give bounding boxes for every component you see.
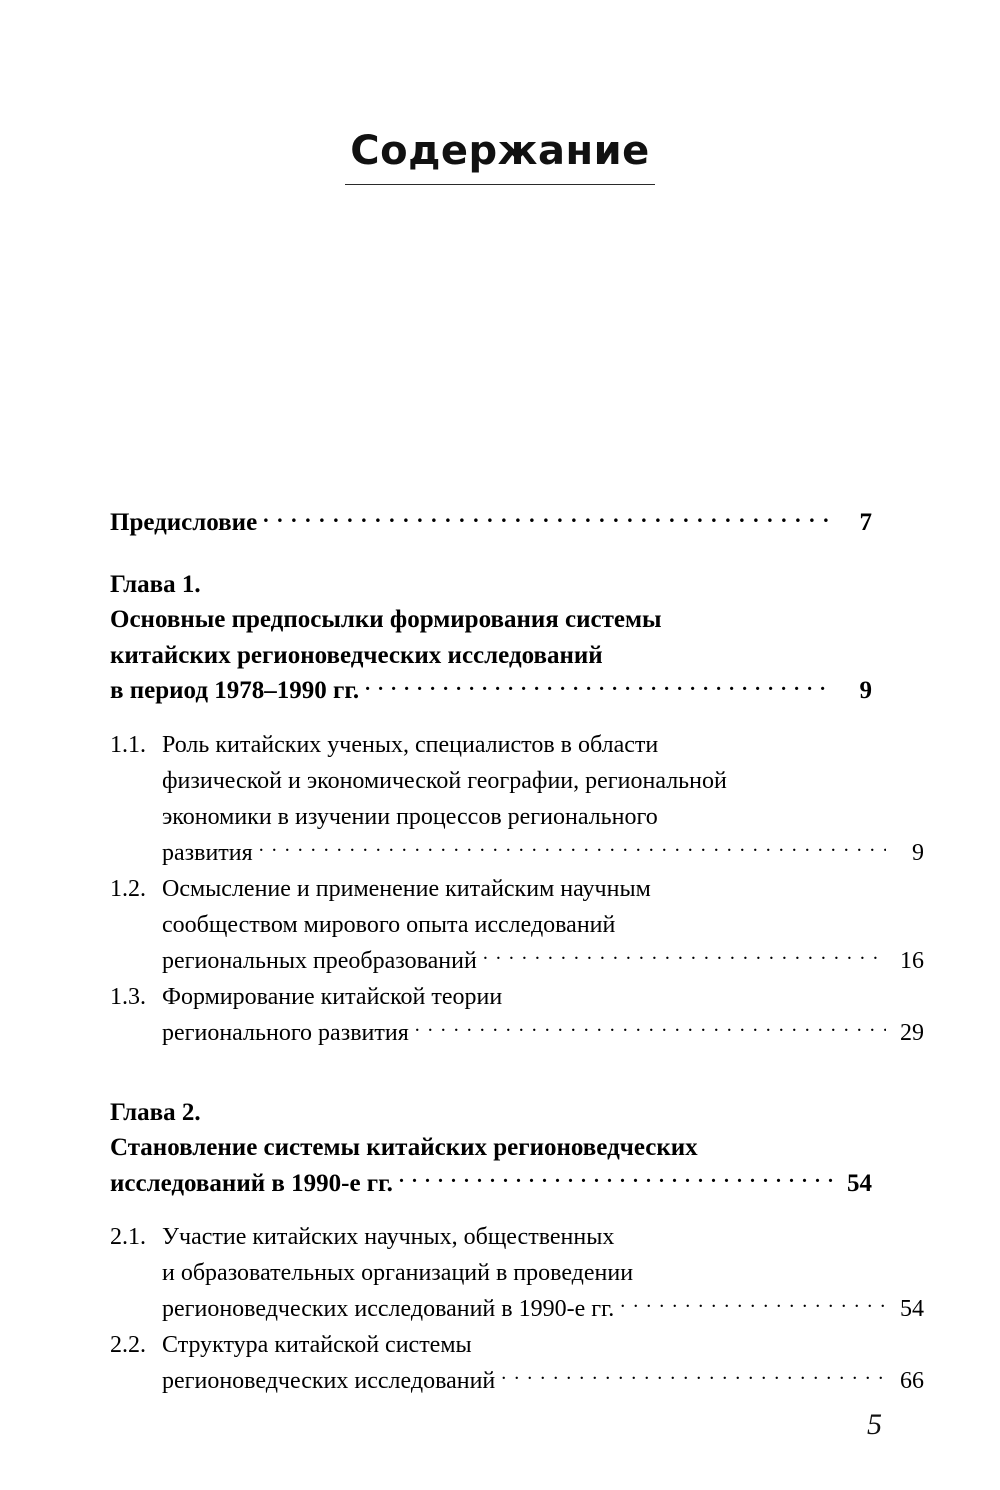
toc-section-1-1[interactable] — [110, 727, 924, 871]
title-divider — [345, 184, 655, 185]
toc-section-2-1[interactable] — [110, 1219, 924, 1327]
chapter-title-line: Основные предпосылки формирования системы — [110, 606, 662, 633]
section-number: 2.2. — [110, 1332, 146, 1358]
section-title-line: и образовательных организаций в проведении — [162, 1260, 634, 1286]
spacer — [110, 1051, 872, 1095]
dot-leader — [365, 673, 834, 698]
section-page: 9 — [912, 839, 924, 866]
chapter-number: Глава 2. — [110, 1098, 201, 1126]
section-title-line: Участие китайских научных, общественных — [162, 1224, 615, 1250]
dot-leader — [259, 836, 886, 860]
section-number: 1.3. — [110, 983, 146, 1010]
toc-section-1-3[interactable] — [110, 979, 924, 1051]
dot-leader — [620, 1292, 886, 1316]
toc-section-1-2[interactable] — [110, 871, 924, 979]
section-number: 1.1. — [110, 731, 146, 758]
page-title-block — [0, 0, 1000, 185]
section-title-line: физической и экономической географии, региональной — [162, 767, 727, 794]
section-title-line: экономики в изучении процессов регионального — [162, 803, 658, 830]
section-number: 1.2. — [110, 875, 146, 902]
spacer — [110, 1201, 872, 1219]
chapter-title-line: в период 1978–1990 гг. — [110, 677, 360, 704]
section-page: 66 — [900, 1368, 924, 1394]
chapter-page: 54 — [847, 1169, 872, 1197]
section-number: 2.1. — [110, 1224, 146, 1250]
dot-leader — [399, 1166, 834, 1191]
dot-leader — [263, 505, 834, 530]
spacer — [110, 541, 872, 567]
chapter-page: 9 — [859, 677, 872, 704]
toc-chapter-2[interactable] — [110, 1095, 872, 1202]
section-page: 54 — [900, 1296, 924, 1322]
dot-leader — [483, 944, 886, 968]
section-title-line: регионоведческих исследований в 1990-е гг. — [162, 1296, 615, 1322]
toc-chapter-1[interactable] — [110, 567, 872, 709]
dot-leader — [501, 1364, 886, 1388]
section-title-line: Структура китайской системы — [162, 1332, 472, 1358]
dot-leader — [415, 1016, 886, 1040]
chapter-title-line: исследований в 1990-е гг. — [110, 1169, 393, 1197]
chapter-number: Глава 1. — [110, 570, 201, 598]
section-title-line: региональных преобразований — [162, 947, 477, 974]
chapter-title-line: Становление системы китайских регионоведческих — [110, 1134, 698, 1161]
table-of-contents — [110, 505, 924, 1399]
toc-entry-label: Предисловие — [110, 509, 258, 536]
chapter-title-line: китайских регионоведческих исследований — [110, 641, 603, 669]
section-title-line: Осмысление и применение китайским научным — [162, 875, 651, 902]
toc-entry-page: 7 — [859, 509, 872, 536]
section-page: 16 — [900, 947, 924, 974]
toc-entry-preface[interactable] — [110, 505, 872, 541]
spacer — [110, 709, 872, 727]
section-title-line: Формирование китайской теории — [162, 983, 503, 1010]
section-page: 29 — [900, 1019, 924, 1046]
page-title: Содержание — [350, 128, 650, 174]
section-title-line: регионоведческих исследований — [162, 1368, 496, 1394]
section-title-line: развития — [162, 839, 253, 866]
section-title-line: сообществом мирового опыта исследований — [162, 911, 616, 938]
page-number: 5 — [867, 1408, 882, 1441]
toc-section-2-2[interactable] — [110, 1327, 924, 1399]
section-title-line: регионального развития — [162, 1019, 409, 1046]
section-title-line: Роль китайских ученых, специалистов в области — [162, 731, 659, 758]
